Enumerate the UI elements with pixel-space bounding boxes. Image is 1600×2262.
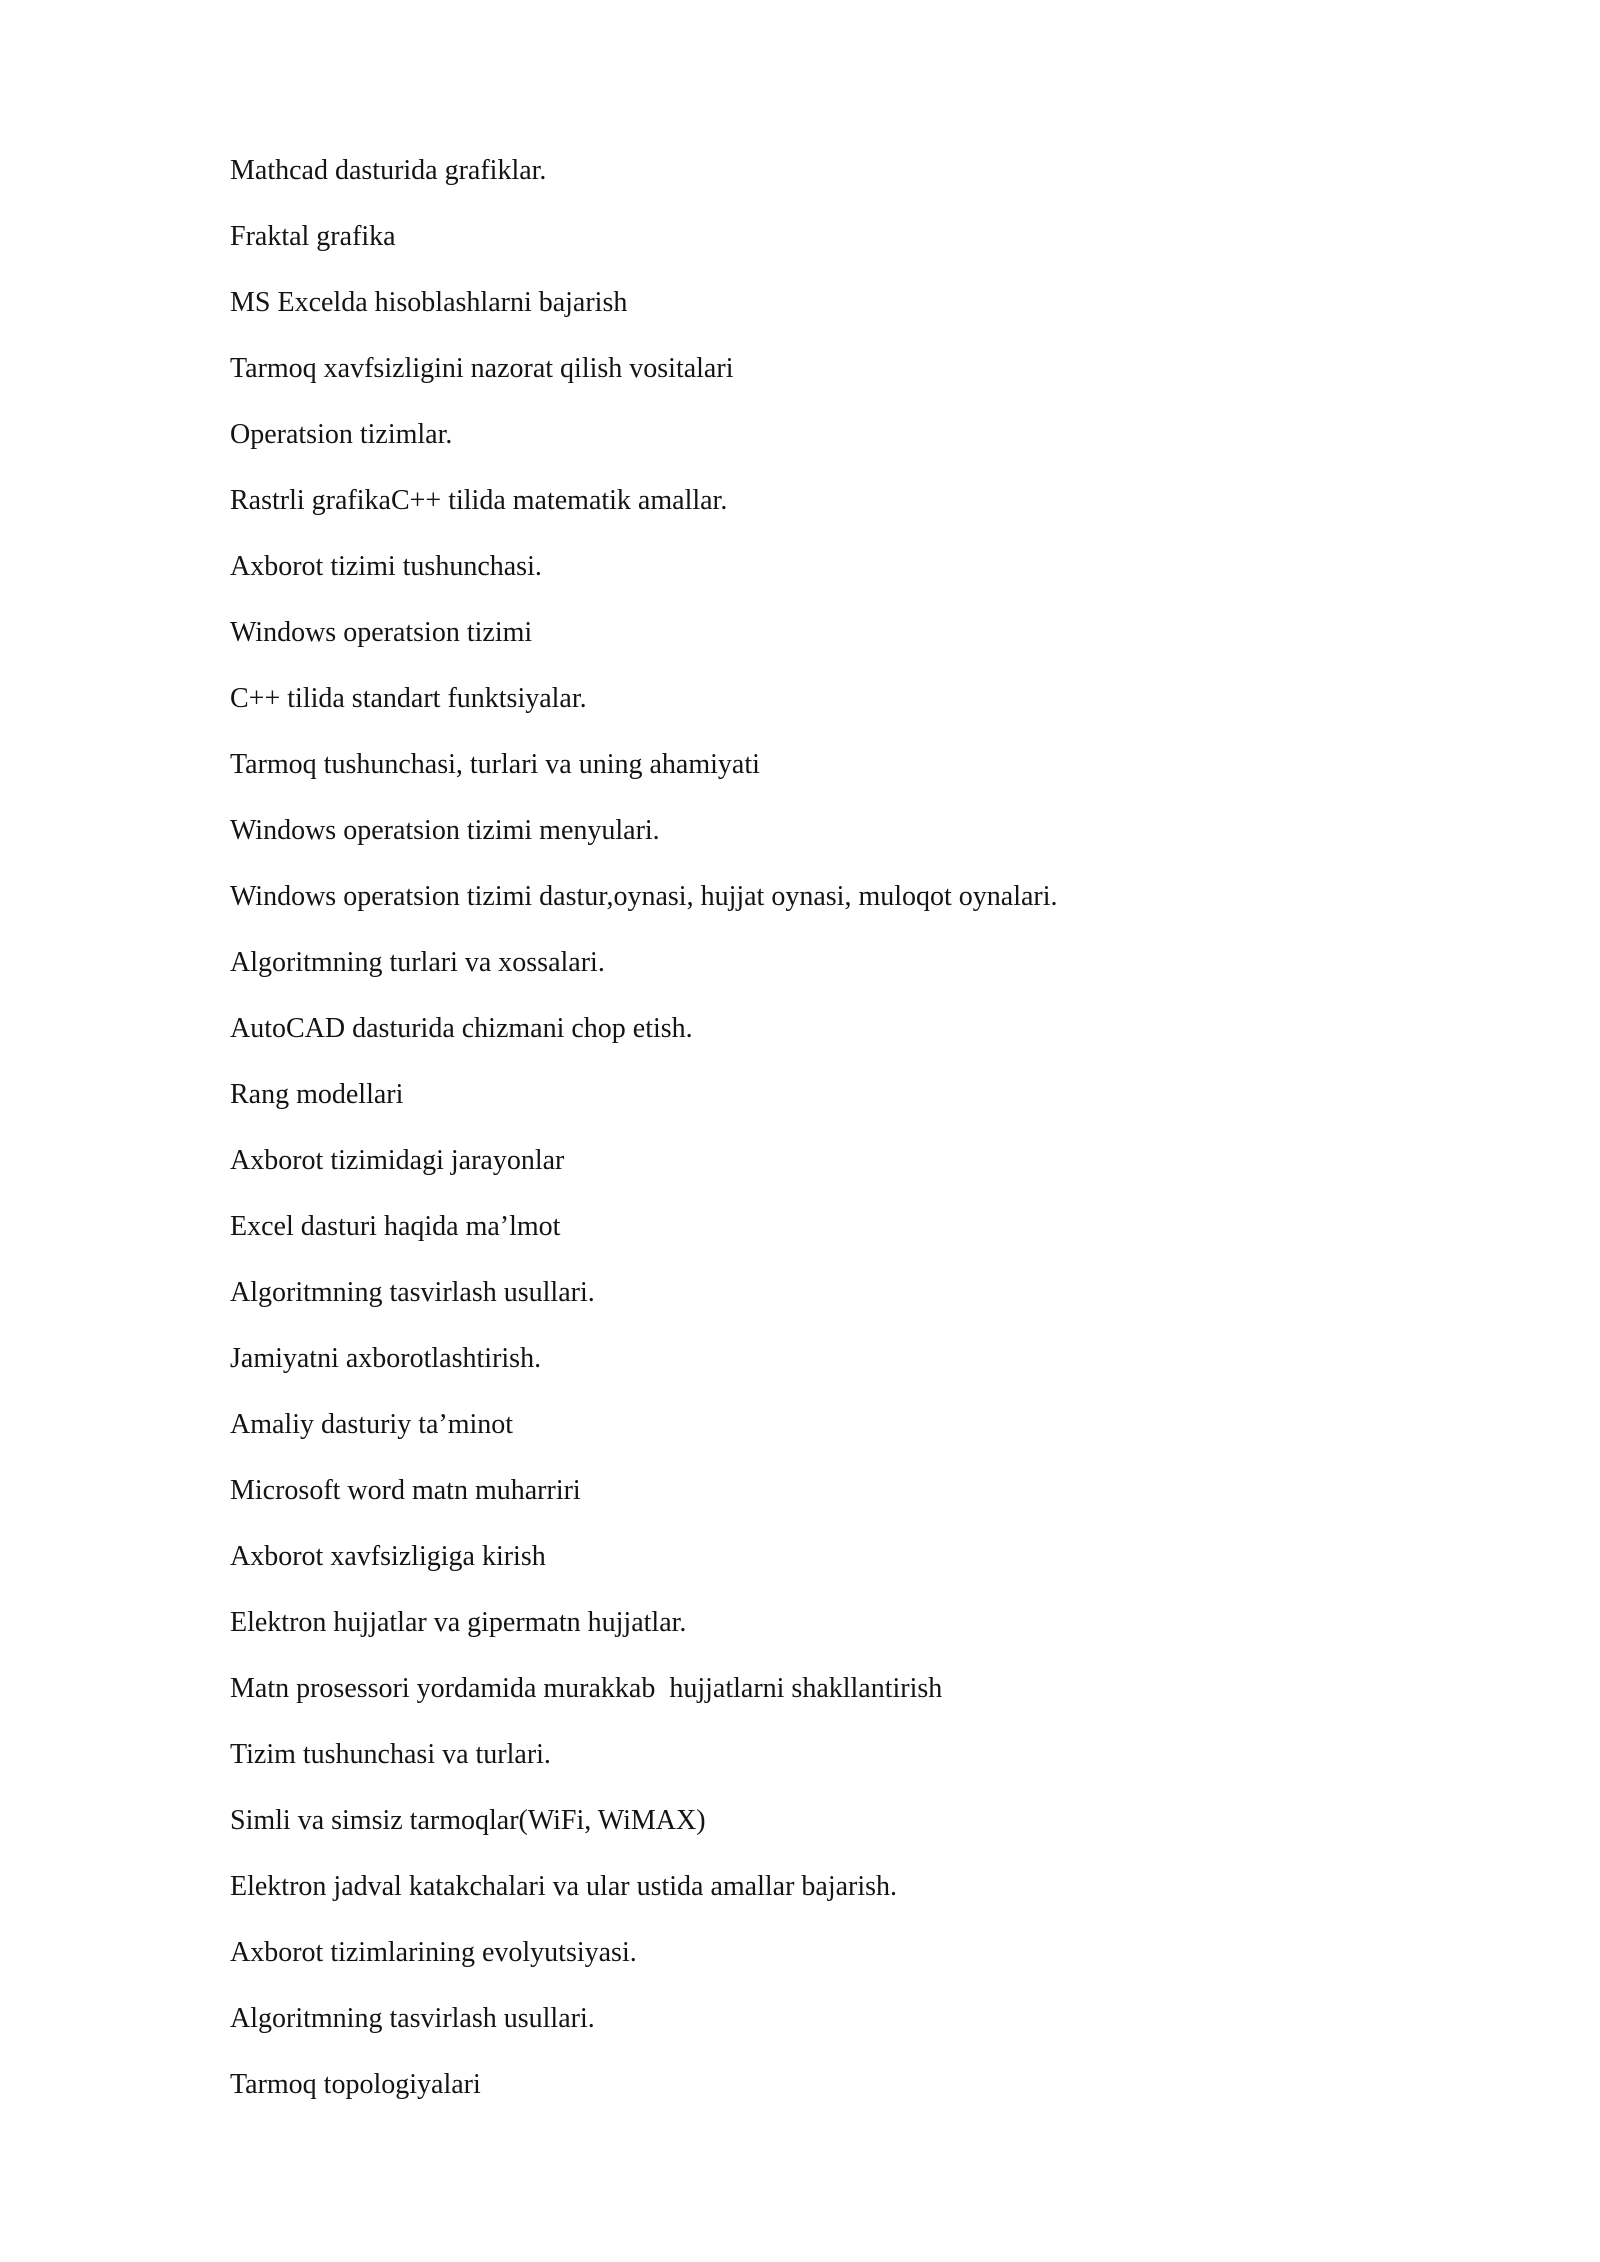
- topic-item: Windows operatsion tizimi dastur,oynasi, hujjat oynasi, muloqot oynalari.: [230, 881, 1058, 912]
- topic-item: Algoritmning tasvirlash usullari.: [230, 2003, 595, 2034]
- topic-item: Mathcad dasturida grafiklar.: [230, 155, 547, 186]
- topic-item: C++ tilida standart funktsiyalar.: [230, 683, 587, 714]
- topic-item: Axborot xavfsizligiga kirish: [230, 1541, 546, 1572]
- topic-item: Tizim tushunchasi va turlari.: [230, 1739, 551, 1770]
- topic-item: AutoCAD dasturida chizmani chop etish.: [230, 1013, 693, 1044]
- topic-item: Operatsion tizimlar.: [230, 419, 453, 450]
- topic-item: Rang modellari: [230, 1079, 404, 1110]
- topic-item: Amaliy dasturiy ta’minot: [230, 1409, 514, 1440]
- topic-item: Elektron jadval katakchalari va ular ustida amallar bajarish.: [230, 1871, 898, 1902]
- topic-item: Axborot tizimlarining evolyutsiyasi.: [230, 1937, 637, 1968]
- topic-item: Elektron hujjatlar va gipermatn hujjatlar.: [230, 1607, 687, 1638]
- topic-item: Tarmoq xavfsizligini nazorat qilish vositalari: [230, 353, 734, 384]
- topic-item: Jamiyatni axborotlashtirish.: [230, 1343, 542, 1374]
- topic-item: Fraktal grafika: [230, 221, 396, 252]
- topic-item: Excel dasturi haqida ma’lmot: [230, 1211, 561, 1242]
- topic-item: Tarmoq topologiyalari: [230, 2069, 481, 2100]
- topic-item: Windows operatsion tizimi: [230, 617, 533, 648]
- topic-item: MS Excelda hisoblashlarni bajarish: [230, 287, 628, 318]
- topic-list: [230, 148, 1480, 2128]
- topic-item: Tarmoq tushunchasi, turlari va uning ahamiyati: [230, 749, 760, 780]
- topic-item: Algoritmning tasvirlash usullari.: [230, 1277, 595, 1308]
- topic-item: Windows operatsion tizimi menyulari.: [230, 815, 660, 846]
- topic-item: Axborot tizimi tushunchasi.: [230, 551, 542, 582]
- topic-item: Axborot tizimidagi jarayonlar: [230, 1145, 565, 1176]
- topic-item: Simli va simsiz tarmoqlar(WiFi, WiMAX): [230, 1805, 706, 1836]
- topic-item: Rastrli grafikaC++ tilida matematik amallar.: [230, 485, 728, 516]
- topic-item: Algoritmning turlari va xossalari.: [230, 947, 605, 978]
- topic-item: Matn prosessori yordamida murakkab hujjatlarni shakllantirish: [230, 1673, 943, 1704]
- topic-item: Microsoft word matn muharriri: [230, 1475, 581, 1506]
